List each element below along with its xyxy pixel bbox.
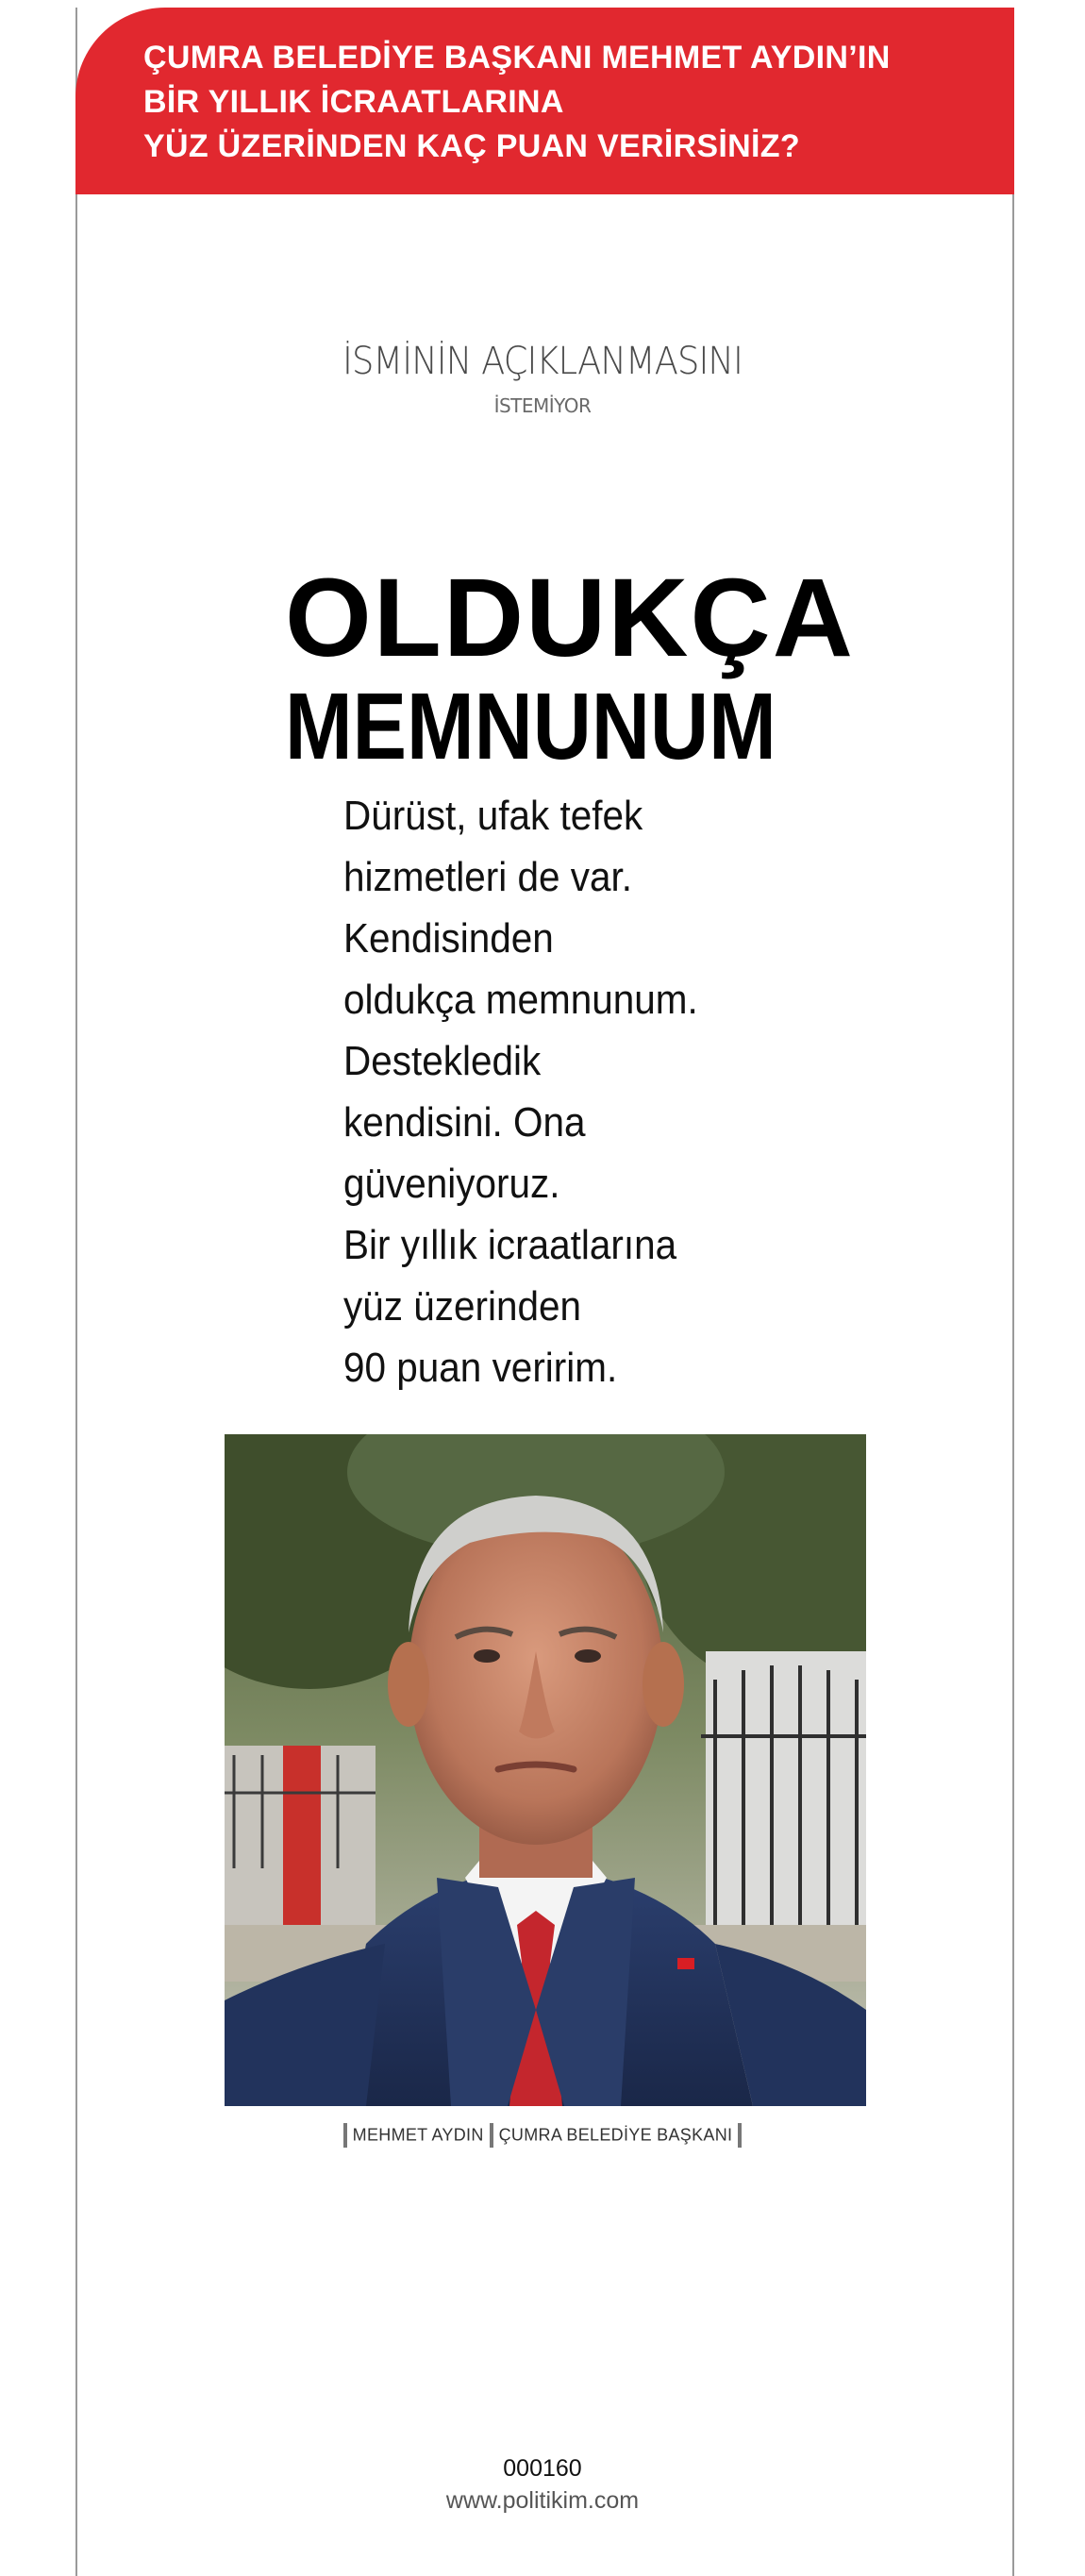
quote-line: yüz üzerinden — [343, 1283, 582, 1330]
quote-line: 90 puan veririm. — [343, 1345, 618, 1391]
verdict-line-2: MEMNUNUM — [285, 674, 776, 779]
mayor-photo — [225, 1434, 866, 2106]
footer-url: www.politikim.com — [445, 2487, 640, 2514]
quote-line: oldukça memnunum. — [343, 977, 698, 1023]
caption-title: ÇUMRA BELEDİYE BAŞKANI — [498, 2125, 733, 2145]
respondent-sublabel: İSTEMİYOR — [493, 394, 592, 417]
quote-line: Bir yıllık icraatlarına — [343, 1222, 677, 1268]
question-line-2: BİR YILLIK İCRAATLARINA — [143, 84, 564, 120]
question-text — [143, 36, 993, 169]
quote-line: kendisini. Ona — [343, 1099, 586, 1146]
question-line-3: YÜZ ÜZERİNDEN KAÇ PUAN VERİRSİNİZ? — [143, 128, 800, 164]
verdict-line-1: OLDUKÇA — [285, 556, 855, 680]
quote-block — [343, 785, 872, 1398]
quote-line: Destekledik — [343, 1038, 542, 1084]
caption-name: MEHMET AYDIN — [352, 2125, 484, 2145]
quote-line: Kendisinden — [343, 915, 554, 962]
caption-divider — [343, 2123, 347, 2148]
quote-line: Dürüst, ufak tefek — [343, 793, 643, 839]
question-line-1: ÇUMRA BELEDİYE BAŞKANI MEHMET AYDIN’IN — [143, 40, 891, 75]
footer-code: 000160 — [503, 2455, 582, 2482]
question-banner — [75, 8, 1014, 194]
respondent-label: İSMİNİN AÇIKLANMASINI — [342, 340, 743, 383]
caption-divider — [490, 2123, 493, 2148]
quote-line: güveniyoruz. — [343, 1161, 560, 1207]
photo-caption — [0, 2123, 1085, 2148]
quote-line: hizmetleri de var. — [343, 854, 632, 900]
caption-divider — [738, 2123, 742, 2148]
